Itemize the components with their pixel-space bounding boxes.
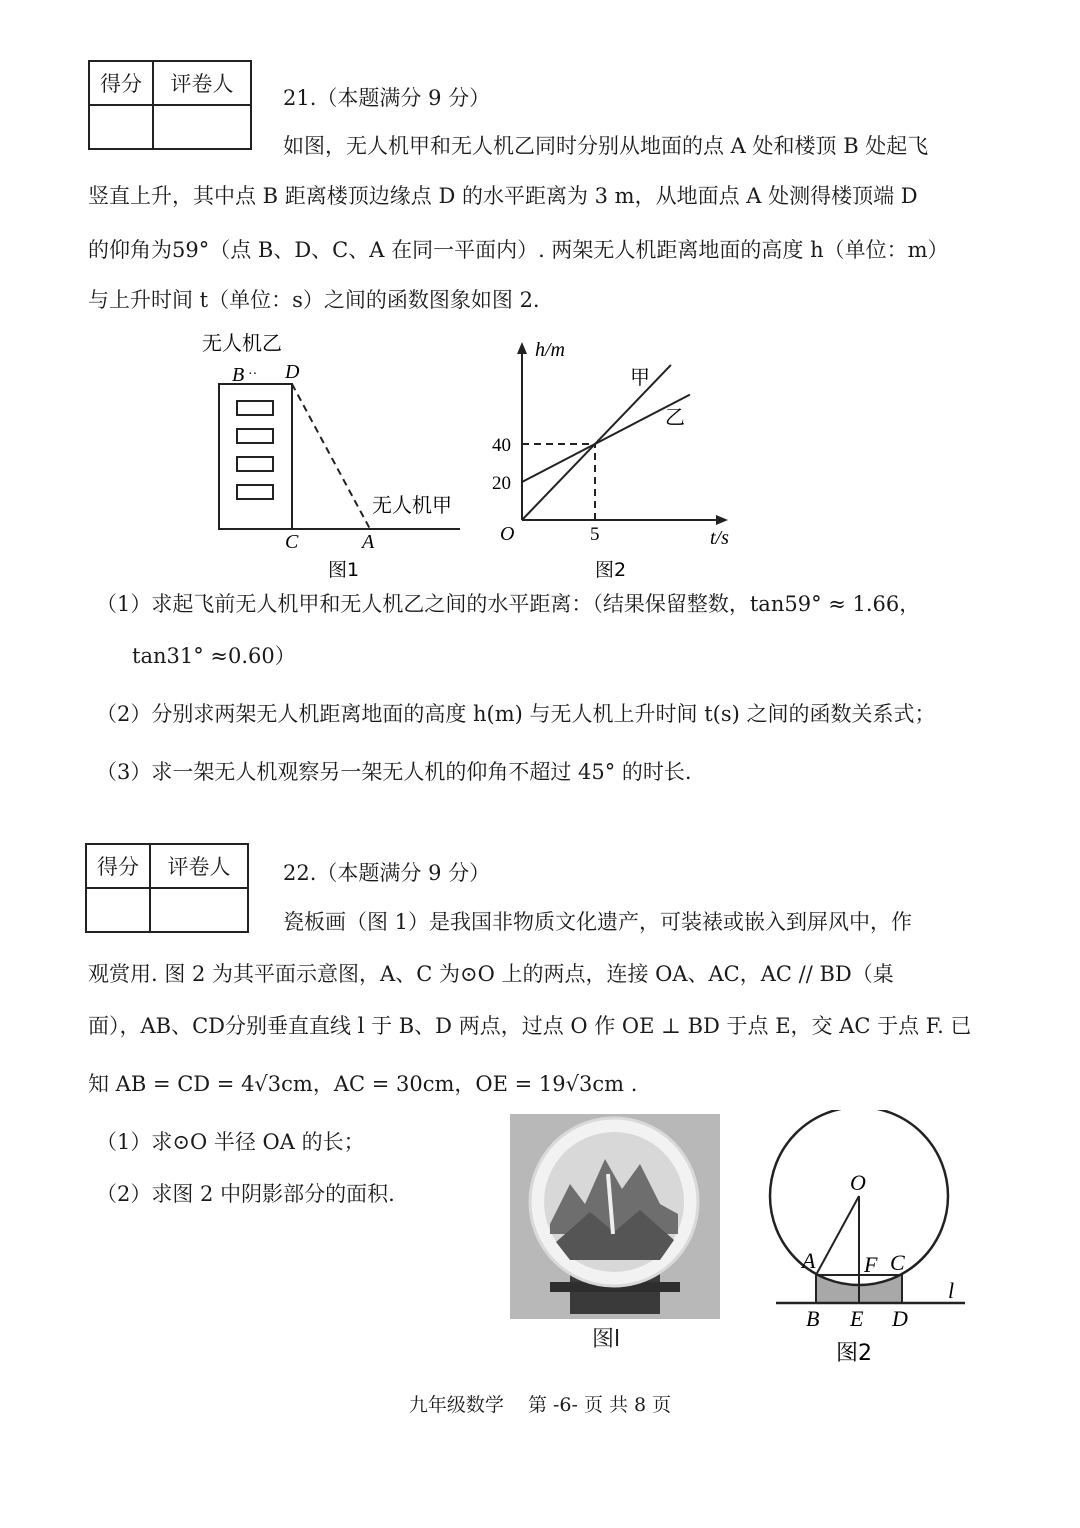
q22-number: 22. [283, 861, 317, 885]
q22-part-2: （2）求图 2 中阴影部分的面积. [96, 1182, 395, 1206]
sight-line-ad [292, 384, 370, 529]
point-b-dots: ·· [248, 367, 258, 382]
fig2-caption: 图2 [595, 559, 627, 581]
q21-part-2: （2）分别求两架无人机距离地面的高度 h(m) 与无人机上升时间 t(s) 之间的函数关系式； [96, 702, 936, 726]
point-d-label: D [285, 361, 300, 383]
window [237, 485, 273, 499]
grader-header: 评卷人 [153, 61, 251, 105]
drone-b-label: 无人机乙 [202, 331, 282, 355]
page-footer: 九年级数学 第 -6- 页 共 8 页 [408, 1394, 672, 1416]
point-b-label: B [232, 364, 245, 386]
window [237, 457, 273, 471]
q22-points: （本题满分 9 分） [316, 861, 491, 885]
series-yi-label: 乙 [665, 405, 685, 429]
point-b-label: B [806, 1306, 820, 1331]
q22-part-1: （1）求⊙O 半径 OA 的长； [96, 1130, 365, 1154]
score-cell[interactable] [89, 105, 153, 149]
point-o-label: O [850, 1170, 866, 1195]
line-l-label: l [948, 1278, 955, 1303]
fig1-caption: 图1 [328, 559, 360, 581]
plate-illustration [510, 1114, 720, 1319]
point-e-label: E [850, 1306, 864, 1331]
point-a-label: A [802, 1248, 816, 1273]
point-a-label: A [362, 531, 375, 553]
q21-points: （本题满分 9 分） [316, 86, 491, 110]
q21-score-table [88, 60, 252, 150]
y-axis-label: h/m [535, 339, 565, 361]
point-d-label: D [892, 1306, 908, 1331]
drone-a-label: 无人机甲 [372, 493, 452, 517]
segment-oa [816, 1196, 859, 1275]
q22-line-1: 瓷板画（图 1）是我国非物质文化遗产，可装裱或嵌入到屏风中，作 [283, 910, 913, 934]
q22-line-2: 观赏用. 图 2 为其平面示意图，A、C 为⊙O 上的两点，连接 OA、AC，AC // BD（桌 [88, 962, 894, 986]
q21-part-1: （1）求起飞前无人机甲和无人机乙之间的水平距离：（结果保留整数，tan59° ≈ 1.66， [96, 592, 921, 616]
q21-part-3: （3）求一架无人机观察另一架无人机的仰角不超过 45° 的时长. [96, 760, 692, 784]
x-tick-5: 5 [590, 524, 600, 545]
x-axis-label: t/s [710, 527, 729, 549]
q21-line-2: 竖直上升，其中点 B 距离楼顶边缘点 D 的水平距离为 3 m，从地面点 A 处测得楼顶端 D [88, 184, 918, 208]
q21-heading [283, 84, 490, 112]
grader-header: 评卷人 [150, 844, 248, 888]
q21-fig1 [190, 326, 480, 586]
y-axis-arrow [517, 342, 527, 354]
score-header: 得分 [86, 844, 150, 888]
q22-heading [283, 859, 490, 887]
point-c-label: C [285, 531, 299, 553]
point-f-label: F [864, 1252, 878, 1277]
q22-line-3: 面），AB、CD分别垂直直线 l 于 B、D 两点，过点 O 作 OE ⊥ BD 于点 E，交 AC 于点 F. 已 [88, 1014, 972, 1038]
score-header: 得分 [89, 61, 153, 105]
q22-fig1-caption: 图l [592, 1327, 621, 1352]
q21-line-1: 如图，无人机甲和无人机乙同时分别从地面的点 A 处和楼顶 B 处起飞 [283, 134, 929, 158]
q21-fig2-chart [480, 326, 750, 586]
y-tick-40: 40 [492, 435, 511, 456]
q22-fig2-caption: 图2 [836, 1341, 872, 1366]
q21-line-4: 与上升时间 t（单位：s）之间的函数图象如图 2. [88, 288, 540, 312]
q22-line-4: 知 AB = CD = 4√3cm，AC = 30cm，OE = 19√3cm . [88, 1072, 638, 1096]
x-axis-arrow [716, 515, 728, 525]
grader-cell[interactable] [150, 888, 248, 932]
q22-fig2 [760, 1110, 980, 1370]
series-jia-label: 甲 [630, 365, 650, 389]
q22-score-table [85, 843, 249, 933]
porcelain-plate-photo [510, 1114, 720, 1319]
grader-cell[interactable] [153, 105, 251, 149]
q21-line-3: 的仰角为59°（点 B、D、C、A 在同一平面内）. 两架无人机距离地面的高度 h（单位：m） [88, 238, 949, 262]
q21-number: 21. [283, 86, 317, 110]
q21-part-1-cont: tan31° ≈0.60） [132, 644, 296, 668]
y-tick-20: 20 [492, 473, 511, 494]
point-c-label: C [890, 1250, 905, 1275]
window [237, 429, 273, 443]
window [237, 401, 273, 415]
score-cell[interactable] [86, 888, 150, 932]
origin-label: O [500, 523, 515, 545]
